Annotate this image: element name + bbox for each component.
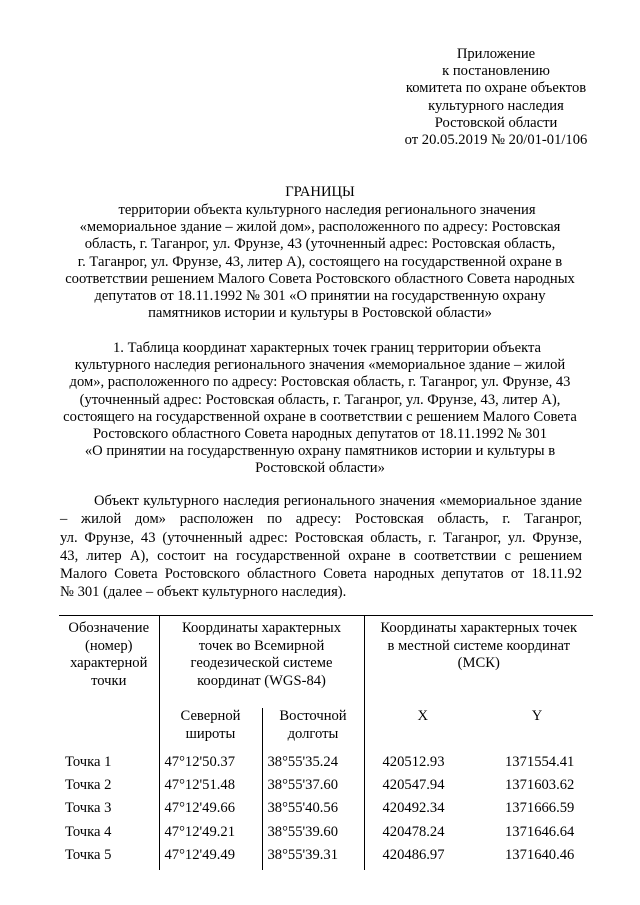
north-latitude: 47°12'49.66 <box>159 800 262 823</box>
point-name: Точка 1 <box>59 754 159 777</box>
point-name: Точка 2 <box>59 777 159 800</box>
north-latitude: 47°12'49.21 <box>159 824 262 847</box>
point-name: Точка 4 <box>59 824 159 847</box>
table-row <box>59 824 593 847</box>
header-text: (номер) <box>84 637 133 654</box>
east-longitude: 38°55'35.24 <box>262 754 364 777</box>
heading-line: территории объекта культурного наследия регионального значения <box>118 202 536 218</box>
table-header-row <box>59 616 593 709</box>
north-latitude: 47°12'49.49 <box>159 847 262 870</box>
coord-y: 1371554.41 <box>505 754 575 770</box>
header-text: в местной системе координат <box>387 637 571 654</box>
appendix-line: от 20.05.2019 № 20/01-01/106 <box>404 131 588 148</box>
coord-x: 420478.24 <box>382 823 445 840</box>
subheader-north <box>159 708 262 754</box>
paragraph-line: № 301 (далее – объект культурного наследия). <box>60 584 347 601</box>
point-name: Точка 5 <box>59 847 159 870</box>
coord-x: 420512.93 <box>382 754 445 770</box>
heading-line: «мемориальное здание – жилой дом», расположенного по адресу: Ростовская <box>79 219 561 236</box>
table-row <box>59 754 593 777</box>
heading-line: г. Таганрог, ул. Фрунзе, 43, литер А), состоящего на государственной охране в <box>77 253 563 270</box>
header-text: координат (WGS-84) <box>197 672 326 689</box>
body-paragraph <box>60 493 582 603</box>
subheader-text: Восточной <box>279 708 347 724</box>
paragraph-line: Объект культурного наследия регионального значения «мемориальное здание <box>94 493 582 509</box>
heading-line: памятников истории и культуры в Ростовской области» <box>148 305 492 322</box>
point-name: Точка 3 <box>59 800 159 823</box>
paragraph-line: 43, литер А), состоит на государственной охране в соответствии с решением <box>60 547 582 564</box>
coord-y: 1371603.62 <box>505 777 575 794</box>
coord-x: 420486.97 <box>382 846 445 863</box>
table-row <box>59 800 593 823</box>
coord-x: 420547.94 <box>382 777 445 794</box>
subheader-text: широты <box>185 725 236 742</box>
north-latitude: 47°12'50.37 <box>159 754 262 777</box>
section-line: культурного наследия регионального значения «мемориальное здание – жилой <box>74 357 566 374</box>
paragraph-line: ул. Фрунзе, 43 (уточненный адрес: Ростовская область, г. Таганрог, ул. Фрунзе, <box>60 529 582 546</box>
document-title: ГРАНИЦЫ <box>285 184 355 200</box>
heading-line: область, г. Таганрог, ул. Фрунзе, 43 (уточненный адрес: Ростовская область, <box>84 236 556 253</box>
header-text: точки <box>91 672 127 689</box>
subheader-empty <box>59 708 159 754</box>
section-line: Ростовского областного Совета народных депутатов от 18.11.1992 № 301 <box>92 425 547 442</box>
header-point-name <box>59 616 159 709</box>
header-text: Координаты характерных <box>182 620 341 636</box>
header-msk <box>364 616 593 709</box>
east-longitude: 38°55'39.31 <box>262 847 364 870</box>
section-line: 1. Таблица координат характерных точек границ территории объекта <box>112 340 541 356</box>
coordinates-table <box>59 615 593 870</box>
section-heading <box>60 340 580 478</box>
heading-line: депутатов от 18.11.1992 № 301 «О принятии на государственную охрану <box>94 287 546 304</box>
appendix-line: Ростовской области <box>434 114 558 131</box>
appendix-line: культурного наследия <box>428 97 564 114</box>
coord-x: 420492.34 <box>382 800 445 817</box>
appendix-line: к постановлению <box>442 63 550 80</box>
header-wgs84 <box>159 616 364 709</box>
subheader-y: Y <box>531 708 543 724</box>
section-line: состоящего на государственной охране в соответствии с решением Малого Совета <box>63 408 577 425</box>
heading-line: соответствии решением Малого Совета Ростовского областного Совета народных <box>65 270 575 287</box>
appendix-block <box>380 46 612 149</box>
table-subheader-row <box>59 708 593 754</box>
header-text: Координаты характерных точек <box>380 620 578 636</box>
subheader-text: Северной <box>180 708 241 724</box>
section-line: дом», расположенного по адресу: Ростовская область, г. Таганрог, ул. Фрунзе, 43 <box>69 374 571 391</box>
table-row <box>59 777 593 800</box>
paragraph-line: Малого Совета Ростовского областного Совета народных депутатов от 18.11.92 <box>60 566 582 583</box>
table-row <box>59 847 593 870</box>
coord-y: 1371646.64 <box>505 823 575 840</box>
coord-y: 1371666.59 <box>505 800 575 817</box>
north-latitude: 47°12'51.48 <box>159 777 262 800</box>
document-heading <box>60 184 580 322</box>
section-line: «О принятии на государственную охрану памятников истории и культуры в <box>84 443 556 460</box>
header-text: характерной <box>70 655 148 671</box>
paragraph-line: – жилой дом» расположен по адресу: Ростовская область, г. Таганрог, <box>60 511 582 528</box>
header-text: (МСК) <box>457 655 500 671</box>
east-longitude: 38°55'37.60 <box>262 777 364 800</box>
appendix-line: комитета по охране объектов <box>405 80 587 97</box>
header-text: точек во Всемирной <box>198 637 325 654</box>
appendix-line: Приложение <box>456 46 536 62</box>
subheader-east <box>262 708 364 754</box>
coord-y: 1371640.46 <box>505 846 575 863</box>
subheader-x: X <box>417 708 429 724</box>
subheader-text: долготы <box>287 725 339 742</box>
section-line: Ростовской области» <box>255 460 385 477</box>
header-text: Обозначение <box>68 620 150 636</box>
east-longitude: 38°55'39.60 <box>262 824 364 847</box>
section-line: (уточненный адрес: Ростовская область, г. Таганрог, ул. Фрунзе, 43, литер А), <box>79 391 561 408</box>
east-longitude: 38°55'40.56 <box>262 800 364 823</box>
header-text: геодезической системе <box>190 655 333 671</box>
